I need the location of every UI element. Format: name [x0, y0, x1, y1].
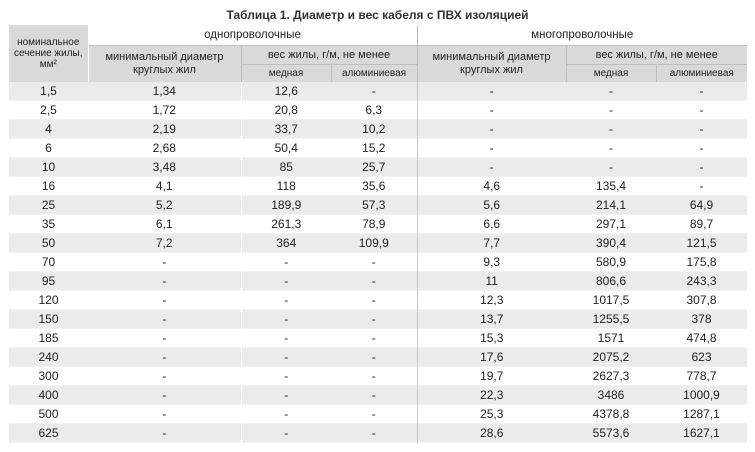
cell-cross-section: 10: [9, 158, 88, 177]
table-row: [9, 101, 747, 120]
cell-single-aluminum-weight: 57,3: [331, 196, 417, 215]
header-multi-aluminum: алюминиевая: [656, 65, 747, 83]
cell-multi-copper-weight: 580,9: [566, 253, 656, 272]
cell-single-min-diameter: -: [88, 253, 241, 272]
cell-single-aluminum-weight: 25,7: [331, 158, 417, 177]
cell-single-copper-weight: -: [241, 329, 331, 348]
cell-single-copper-weight: 12,6: [241, 82, 331, 101]
cell-multi-aluminum-weight: 243,3: [656, 272, 747, 291]
table-row: [9, 82, 747, 101]
cell-multi-aluminum-weight: 1287,1: [656, 405, 747, 424]
cell-single-copper-weight: 20,8: [241, 101, 331, 120]
cell-multi-copper-weight: 1571: [566, 329, 656, 348]
cell-multi-copper-weight: 2075,2: [566, 348, 656, 367]
cell-cross-section: 70: [9, 253, 88, 272]
cell-single-aluminum-weight: -: [331, 405, 417, 424]
cell-single-aluminum-weight: -: [331, 291, 417, 310]
cell-multi-copper-weight: 1255,5: [566, 310, 656, 329]
cell-single-min-diameter: 5,2: [88, 196, 241, 215]
cell-single-aluminum-weight: -: [331, 82, 417, 101]
cell-multi-min-diameter: 25,3: [417, 405, 566, 424]
cell-multi-min-diameter: 17,6: [417, 348, 566, 367]
header-single-copper: медная: [241, 65, 331, 83]
cell-multi-copper-weight: 5573,6: [566, 424, 656, 443]
cell-cross-section: 300: [9, 367, 88, 386]
cell-multi-min-diameter: -: [417, 120, 566, 139]
cell-multi-aluminum-weight: 623: [656, 348, 747, 367]
cell-multi-copper-weight: 1017,5: [566, 291, 656, 310]
cell-single-copper-weight: -: [241, 424, 331, 443]
cell-single-copper-weight: -: [241, 291, 331, 310]
cell-cross-section: 400: [9, 386, 88, 405]
header-single-aluminum: алюминиевая: [331, 65, 417, 83]
cell-single-min-diameter: -: [88, 272, 241, 291]
cell-single-aluminum-weight: -: [331, 348, 417, 367]
cell-single-copper-weight: -: [241, 405, 331, 424]
cell-multi-min-diameter: -: [417, 82, 566, 101]
header-multi-weight: вес жилы, г/м, не менее: [566, 46, 747, 65]
header-single-weight: вес жилы, г/м, не менее: [241, 46, 417, 65]
cell-cross-section: 50: [9, 234, 88, 253]
table-row: [9, 215, 747, 234]
cell-single-copper-weight: -: [241, 367, 331, 386]
cell-cross-section: 625: [9, 424, 88, 443]
cell-single-min-diameter: 3,48: [88, 158, 241, 177]
cell-single-copper-weight: 50,4: [241, 139, 331, 158]
table-row: [9, 310, 747, 329]
cell-single-min-diameter: 6,1: [88, 215, 241, 234]
header-multi-min-diameter: минимальный диаметр круглых жил: [417, 46, 566, 83]
cell-multi-aluminum-weight: -: [656, 158, 747, 177]
cell-single-min-diameter: 2,19: [88, 120, 241, 139]
cell-multi-min-diameter: 11: [417, 272, 566, 291]
cell-single-aluminum-weight: 15,2: [331, 139, 417, 158]
cell-single-copper-weight: -: [241, 348, 331, 367]
cell-multi-copper-weight: 297,1: [566, 215, 656, 234]
cell-multi-copper-weight: 214,1: [566, 196, 656, 215]
header-multi-copper: медная: [566, 65, 656, 83]
cell-single-aluminum-weight: -: [331, 310, 417, 329]
cell-single-aluminum-weight: -: [331, 424, 417, 443]
cell-single-aluminum-weight: 78,9: [331, 215, 417, 234]
cell-cross-section: 35: [9, 215, 88, 234]
cell-multi-min-diameter: -: [417, 139, 566, 158]
header-multi-wire: многопроволочные: [417, 25, 747, 46]
cell-single-copper-weight: -: [241, 253, 331, 272]
cell-multi-copper-weight: -: [566, 158, 656, 177]
cell-multi-aluminum-weight: 1000,9: [656, 386, 747, 405]
cell-single-copper-weight: 364: [241, 234, 331, 253]
cell-single-min-diameter: -: [88, 310, 241, 329]
cell-multi-aluminum-weight: -: [656, 120, 747, 139]
cell-single-min-diameter: -: [88, 348, 241, 367]
cell-single-aluminum-weight: 35,6: [331, 177, 417, 196]
cell-multi-copper-weight: 2627,3: [566, 367, 656, 386]
table-header: [9, 25, 747, 82]
cell-multi-min-diameter: 12,3: [417, 291, 566, 310]
cell-multi-copper-weight: -: [566, 82, 656, 101]
cell-multi-copper-weight: 390,4: [566, 234, 656, 253]
cell-cross-section: 16: [9, 177, 88, 196]
table-row: [9, 367, 747, 386]
cell-single-min-diameter: 7,2: [88, 234, 241, 253]
cell-single-aluminum-weight: -: [331, 253, 417, 272]
cell-multi-copper-weight: 4378,8: [566, 405, 656, 424]
cell-multi-min-diameter: 19,7: [417, 367, 566, 386]
cell-multi-copper-weight: 806,6: [566, 272, 656, 291]
cell-single-copper-weight: 189,9: [241, 196, 331, 215]
table-caption: Таблица 1. Диаметр и вес кабеля с ПВХ изоляцией: [226, 8, 529, 22]
header-single-min-diameter: минимальный диаметр круглых жил: [88, 46, 241, 83]
cell-single-min-diameter: -: [88, 367, 241, 386]
cell-single-aluminum-weight: 10,2: [331, 120, 417, 139]
cell-multi-aluminum-weight: -: [656, 82, 747, 101]
table-row: [9, 424, 747, 443]
cell-cross-section: 2,5: [9, 101, 88, 120]
header-single-wire: однопроволочные: [88, 25, 417, 46]
cell-multi-aluminum-weight: 778,7: [656, 367, 747, 386]
cell-single-copper-weight: -: [241, 386, 331, 405]
cell-multi-min-diameter: 28,6: [417, 424, 566, 443]
table-row: [9, 272, 747, 291]
cell-multi-copper-weight: -: [566, 120, 656, 139]
cell-single-min-diameter: -: [88, 291, 241, 310]
cell-multi-aluminum-weight: 175,8: [656, 253, 747, 272]
cell-multi-min-diameter: 4,6: [417, 177, 566, 196]
cell-single-aluminum-weight: -: [331, 386, 417, 405]
table-row: [9, 177, 747, 196]
cell-cross-section: 150: [9, 310, 88, 329]
cell-multi-min-diameter: 15,3: [417, 329, 566, 348]
table-row: [9, 158, 747, 177]
table-row: [9, 386, 747, 405]
cell-multi-min-diameter: 13,7: [417, 310, 566, 329]
cell-multi-copper-weight: -: [566, 101, 656, 120]
cell-single-aluminum-weight: -: [331, 272, 417, 291]
cell-single-copper-weight: -: [241, 272, 331, 291]
table-row: [9, 234, 747, 253]
cell-multi-copper-weight: 3486: [566, 386, 656, 405]
cell-multi-aluminum-weight: -: [656, 177, 747, 196]
cell-cross-section: 6: [9, 139, 88, 158]
cell-single-copper-weight: 261,3: [241, 215, 331, 234]
cell-cross-section: 120: [9, 291, 88, 310]
table-row: [9, 120, 747, 139]
cell-single-copper-weight: 118: [241, 177, 331, 196]
cell-multi-aluminum-weight: 121,5: [656, 234, 747, 253]
cell-single-min-diameter: -: [88, 386, 241, 405]
cell-multi-aluminum-weight: 64,9: [656, 196, 747, 215]
cell-cross-section: 1,5: [9, 82, 88, 101]
table-row: [9, 196, 747, 215]
cell-multi-min-diameter: 9,3: [417, 253, 566, 272]
cell-single-min-diameter: 1,72: [88, 101, 241, 120]
table-row: [9, 291, 747, 310]
cell-cross-section: 4: [9, 120, 88, 139]
cell-multi-aluminum-weight: 89,7: [656, 215, 747, 234]
cell-multi-min-diameter: -: [417, 101, 566, 120]
table-row: [9, 253, 747, 272]
cell-multi-aluminum-weight: -: [656, 101, 747, 120]
cell-multi-aluminum-weight: 1627,1: [656, 424, 747, 443]
cell-multi-aluminum-weight: 474,8: [656, 329, 747, 348]
cell-multi-aluminum-weight: -: [656, 139, 747, 158]
cell-single-min-diameter: 4,1: [88, 177, 241, 196]
cell-single-aluminum-weight: -: [331, 329, 417, 348]
table-row: [9, 348, 747, 367]
cell-cross-section: 240: [9, 348, 88, 367]
table-row: [9, 139, 747, 158]
table-row: [9, 329, 747, 348]
cell-multi-min-diameter: -: [417, 158, 566, 177]
cell-single-copper-weight: 85: [241, 158, 331, 177]
table-row: [9, 405, 747, 424]
cell-single-min-diameter: -: [88, 424, 241, 443]
cell-multi-min-diameter: 5,6: [417, 196, 566, 215]
cell-multi-min-diameter: 7,7: [417, 234, 566, 253]
cell-multi-aluminum-weight: 378: [656, 310, 747, 329]
cell-single-min-diameter: -: [88, 405, 241, 424]
cell-single-copper-weight: 33,7: [241, 120, 331, 139]
cell-single-aluminum-weight: -: [331, 367, 417, 386]
cell-cross-section: 95: [9, 272, 88, 291]
table-body: [9, 82, 747, 443]
cell-multi-copper-weight: 135,4: [566, 177, 656, 196]
header-cross-section: номинальное сечение жилы, мм²: [9, 25, 88, 82]
cell-cross-section: 500: [9, 405, 88, 424]
cell-multi-aluminum-weight: 307,8: [656, 291, 747, 310]
cell-multi-copper-weight: -: [566, 139, 656, 158]
cell-cross-section: 185: [9, 329, 88, 348]
cell-multi-min-diameter: 22,3: [417, 386, 566, 405]
cell-single-aluminum-weight: 6,3: [331, 101, 417, 120]
cell-single-min-diameter: -: [88, 329, 241, 348]
cell-cross-section: 25: [9, 196, 88, 215]
cable-table: [9, 25, 747, 443]
cell-single-copper-weight: -: [241, 310, 331, 329]
cell-single-min-diameter: 1,34: [88, 82, 241, 101]
cell-multi-min-diameter: 6,6: [417, 215, 566, 234]
cell-single-min-diameter: 2,68: [88, 139, 241, 158]
cell-single-aluminum-weight: 109,9: [331, 234, 417, 253]
